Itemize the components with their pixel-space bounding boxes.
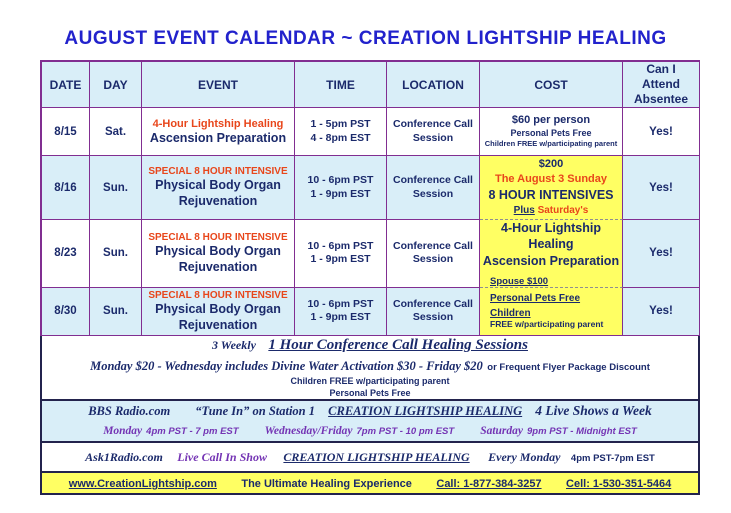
plus-label: Plus bbox=[513, 204, 535, 216]
time-pst: 10 - 6pm PST bbox=[307, 239, 374, 252]
day-cell: Sun. bbox=[90, 220, 142, 288]
location-line1: Conference Call bbox=[393, 173, 473, 186]
cost-cell bbox=[480, 108, 623, 156]
date-cell: 8/16 bbox=[40, 156, 90, 220]
ask1radio-show-label: Live Call In Show bbox=[177, 450, 267, 465]
time-pst: 10 - 6pm PST bbox=[307, 297, 374, 310]
event-subtitle: SPECIAL 8 HOUR INTENSIVE bbox=[148, 290, 288, 302]
weekly-discount-note: or Frequent Flyer Package Discount bbox=[487, 361, 650, 373]
attend-cell: Yes! bbox=[623, 156, 700, 220]
weekly-count-label: 3 Weekly bbox=[212, 337, 256, 352]
event-title-line2: Rejuvenation bbox=[178, 194, 258, 208]
header-day: DAY bbox=[90, 60, 142, 108]
event-subtitle: 4-Hour Lightship Healing bbox=[152, 117, 284, 130]
time-cell bbox=[295, 156, 387, 220]
weekly-title: 1 Hour Conference Call Healing Sessions bbox=[268, 336, 528, 353]
time-cell bbox=[295, 288, 387, 336]
event-cell bbox=[142, 220, 295, 288]
saturdays-label: Saturday's bbox=[537, 204, 589, 216]
ask1radio-row bbox=[40, 443, 700, 473]
location-cell bbox=[387, 220, 480, 288]
bbs-time3: 9pm PST - Midnight EST bbox=[527, 426, 637, 438]
bbs-schedule-line bbox=[42, 421, 698, 439]
location-cell bbox=[387, 108, 480, 156]
event-title-line1: Physical Body Organ bbox=[155, 178, 281, 193]
attend-cell: Yes! bbox=[623, 220, 700, 288]
weekly-pricing-line bbox=[42, 357, 698, 375]
header-time: TIME bbox=[295, 60, 387, 108]
children-label: Children bbox=[490, 308, 531, 320]
ask1radio-brand-link[interactable]: CREATION LIGHTSHIP HEALING bbox=[283, 450, 470, 465]
date-cell: 8/15 bbox=[40, 108, 90, 156]
table-row bbox=[40, 288, 700, 336]
time-pst: 10 - 6pm PST bbox=[307, 173, 374, 186]
header-attend bbox=[623, 60, 700, 108]
cost-event-line2: Ascension Preparation bbox=[482, 253, 620, 268]
location-line1: Conference Call bbox=[393, 297, 473, 310]
ask1radio-when: Every Monday bbox=[488, 450, 561, 465]
date-cell: 8/23 bbox=[40, 220, 90, 288]
bbs-time2: 7pm PST - 10 pm EST bbox=[356, 426, 455, 438]
event-title-line2: Rejuvenation bbox=[178, 259, 258, 274]
location-line2: Session bbox=[412, 311, 454, 324]
cost-cell-highlight bbox=[480, 288, 623, 336]
bbs-time1: 4pm PST - 7 pm EST bbox=[146, 426, 239, 438]
location-line2: Session bbox=[412, 131, 454, 144]
event-calendar-table bbox=[40, 60, 700, 495]
cost-event-line1: 4-Hour Lightship Healing bbox=[501, 221, 601, 252]
cost-intensives-line: 8 HOUR INTENSIVES bbox=[488, 187, 614, 202]
weekly-pets-note: Personal Pets Free bbox=[329, 387, 411, 398]
bbs-tunein-label: “Tune In” on Station 1 bbox=[195, 404, 316, 419]
time-est: 1 - 9pm EST bbox=[310, 187, 371, 200]
event-title: Ascension Preparation bbox=[149, 130, 287, 145]
time-cell bbox=[295, 108, 387, 156]
location-cell bbox=[387, 156, 480, 220]
bbs-radio-section bbox=[40, 401, 700, 443]
weekly-pricing: Monday $20 - Wednesday includes Divine Water Activation $30 - Friday $20 bbox=[90, 358, 483, 373]
time-est: 1 - 9pm EST bbox=[310, 253, 371, 266]
event-title-line1: Physical Body Organ bbox=[155, 244, 281, 259]
time-est: 1 - 9pm EST bbox=[310, 311, 371, 324]
cost-cell-highlight bbox=[480, 220, 623, 288]
event-cell bbox=[142, 108, 295, 156]
footer-bar bbox=[40, 473, 700, 495]
bbs-day1: Monday bbox=[103, 425, 143, 438]
cost-cell-highlight bbox=[480, 156, 623, 220]
weekly-sessions-section bbox=[40, 336, 700, 401]
cost-plus-line bbox=[480, 204, 622, 219]
weekly-title-line bbox=[42, 336, 698, 354]
location-line2: Session bbox=[412, 253, 454, 266]
header-attend-line1: Can I bbox=[646, 62, 676, 76]
table-row bbox=[40, 156, 700, 220]
bbs-line1 bbox=[42, 403, 698, 419]
bbs-brand-link[interactable]: CREATION LIGHTSHIP HEALING bbox=[328, 404, 523, 419]
day-cell: Sun. bbox=[90, 156, 142, 220]
weekly-sessions-row bbox=[40, 336, 700, 401]
ask1radio-time: 4pm PST-7pm EST bbox=[570, 453, 655, 465]
cell-phone-link[interactable]: Cell: 1-530-351-5464 bbox=[566, 478, 672, 491]
header-attend-line3: Absentee bbox=[633, 92, 689, 106]
website-link[interactable]: www.CreationLightship.com bbox=[68, 478, 217, 491]
bbs-radio-row bbox=[40, 401, 700, 443]
cost-price: $60 per person bbox=[511, 114, 591, 127]
time-est: 4 - 8pm EST bbox=[310, 131, 371, 144]
cost-price: $200 bbox=[538, 157, 564, 170]
table-row bbox=[40, 108, 700, 156]
header-event: EVENT bbox=[142, 60, 295, 108]
footer-tagline: The Ultimate Healing Experience bbox=[241, 478, 412, 491]
event-title-line2: Rejuvenation bbox=[178, 317, 258, 332]
day-cell: Sat. bbox=[90, 108, 142, 156]
attend-cell: Yes! bbox=[623, 108, 700, 156]
cost-pets-note: Personal Pets Free bbox=[510, 127, 592, 138]
cost-promo-line: The August 3 Sunday bbox=[494, 172, 608, 185]
header-location: LOCATION bbox=[387, 60, 480, 108]
call-phone-link[interactable]: Call: 1-877-384-3257 bbox=[436, 478, 542, 491]
header-date: DATE bbox=[40, 60, 90, 108]
event-subtitle: SPECIAL 8 HOUR INTENSIVE bbox=[148, 232, 288, 244]
event-cell bbox=[142, 288, 295, 336]
ask1radio-section bbox=[40, 443, 700, 473]
header-attend-line2: Attend bbox=[642, 77, 680, 91]
date-cell: 8/30 bbox=[40, 288, 90, 336]
location-cell bbox=[387, 288, 480, 336]
day-cell: Sun. bbox=[90, 288, 142, 336]
location-line1: Conference Call bbox=[393, 239, 473, 252]
weekly-children-note: Children FREE w/participating parent bbox=[290, 375, 450, 386]
table-row bbox=[40, 220, 700, 288]
header-cost: COST bbox=[480, 60, 623, 108]
time-pst: 1 - 5pm PST bbox=[310, 117, 371, 130]
bbs-day3: Saturday bbox=[480, 425, 524, 438]
spouse-price: Spouse $100 bbox=[490, 275, 549, 287]
pets-free-label: Personal Pets Free bbox=[490, 293, 581, 305]
bbs-shows-count: 4 Live Shows a Week bbox=[535, 403, 652, 419]
time-cell bbox=[295, 220, 387, 288]
ask1radio-name: Ask1Radio.com bbox=[85, 450, 163, 465]
bbs-day2: Wednesday/Friday bbox=[264, 425, 353, 438]
event-title-line1: Physical Body Organ bbox=[155, 302, 281, 317]
event-subtitle: SPECIAL 8 HOUR INTENSIVE bbox=[148, 166, 288, 178]
location-line2: Session bbox=[412, 187, 454, 200]
children-free-note: FREE w/participating parent bbox=[490, 319, 604, 330]
cost-children-note: Children FREE w/participating parent bbox=[484, 139, 618, 149]
attend-cell: Yes! bbox=[623, 288, 700, 336]
header-row bbox=[40, 60, 700, 108]
footer-row bbox=[40, 473, 700, 495]
location-line1: Conference Call bbox=[393, 117, 473, 130]
bbs-station-name: BBS Radio.com bbox=[88, 404, 171, 419]
page-title: AUGUST EVENT CALENDAR ~ CREATION LIGHTSHIP HEALING bbox=[64, 28, 667, 49]
event-cell bbox=[142, 156, 295, 220]
